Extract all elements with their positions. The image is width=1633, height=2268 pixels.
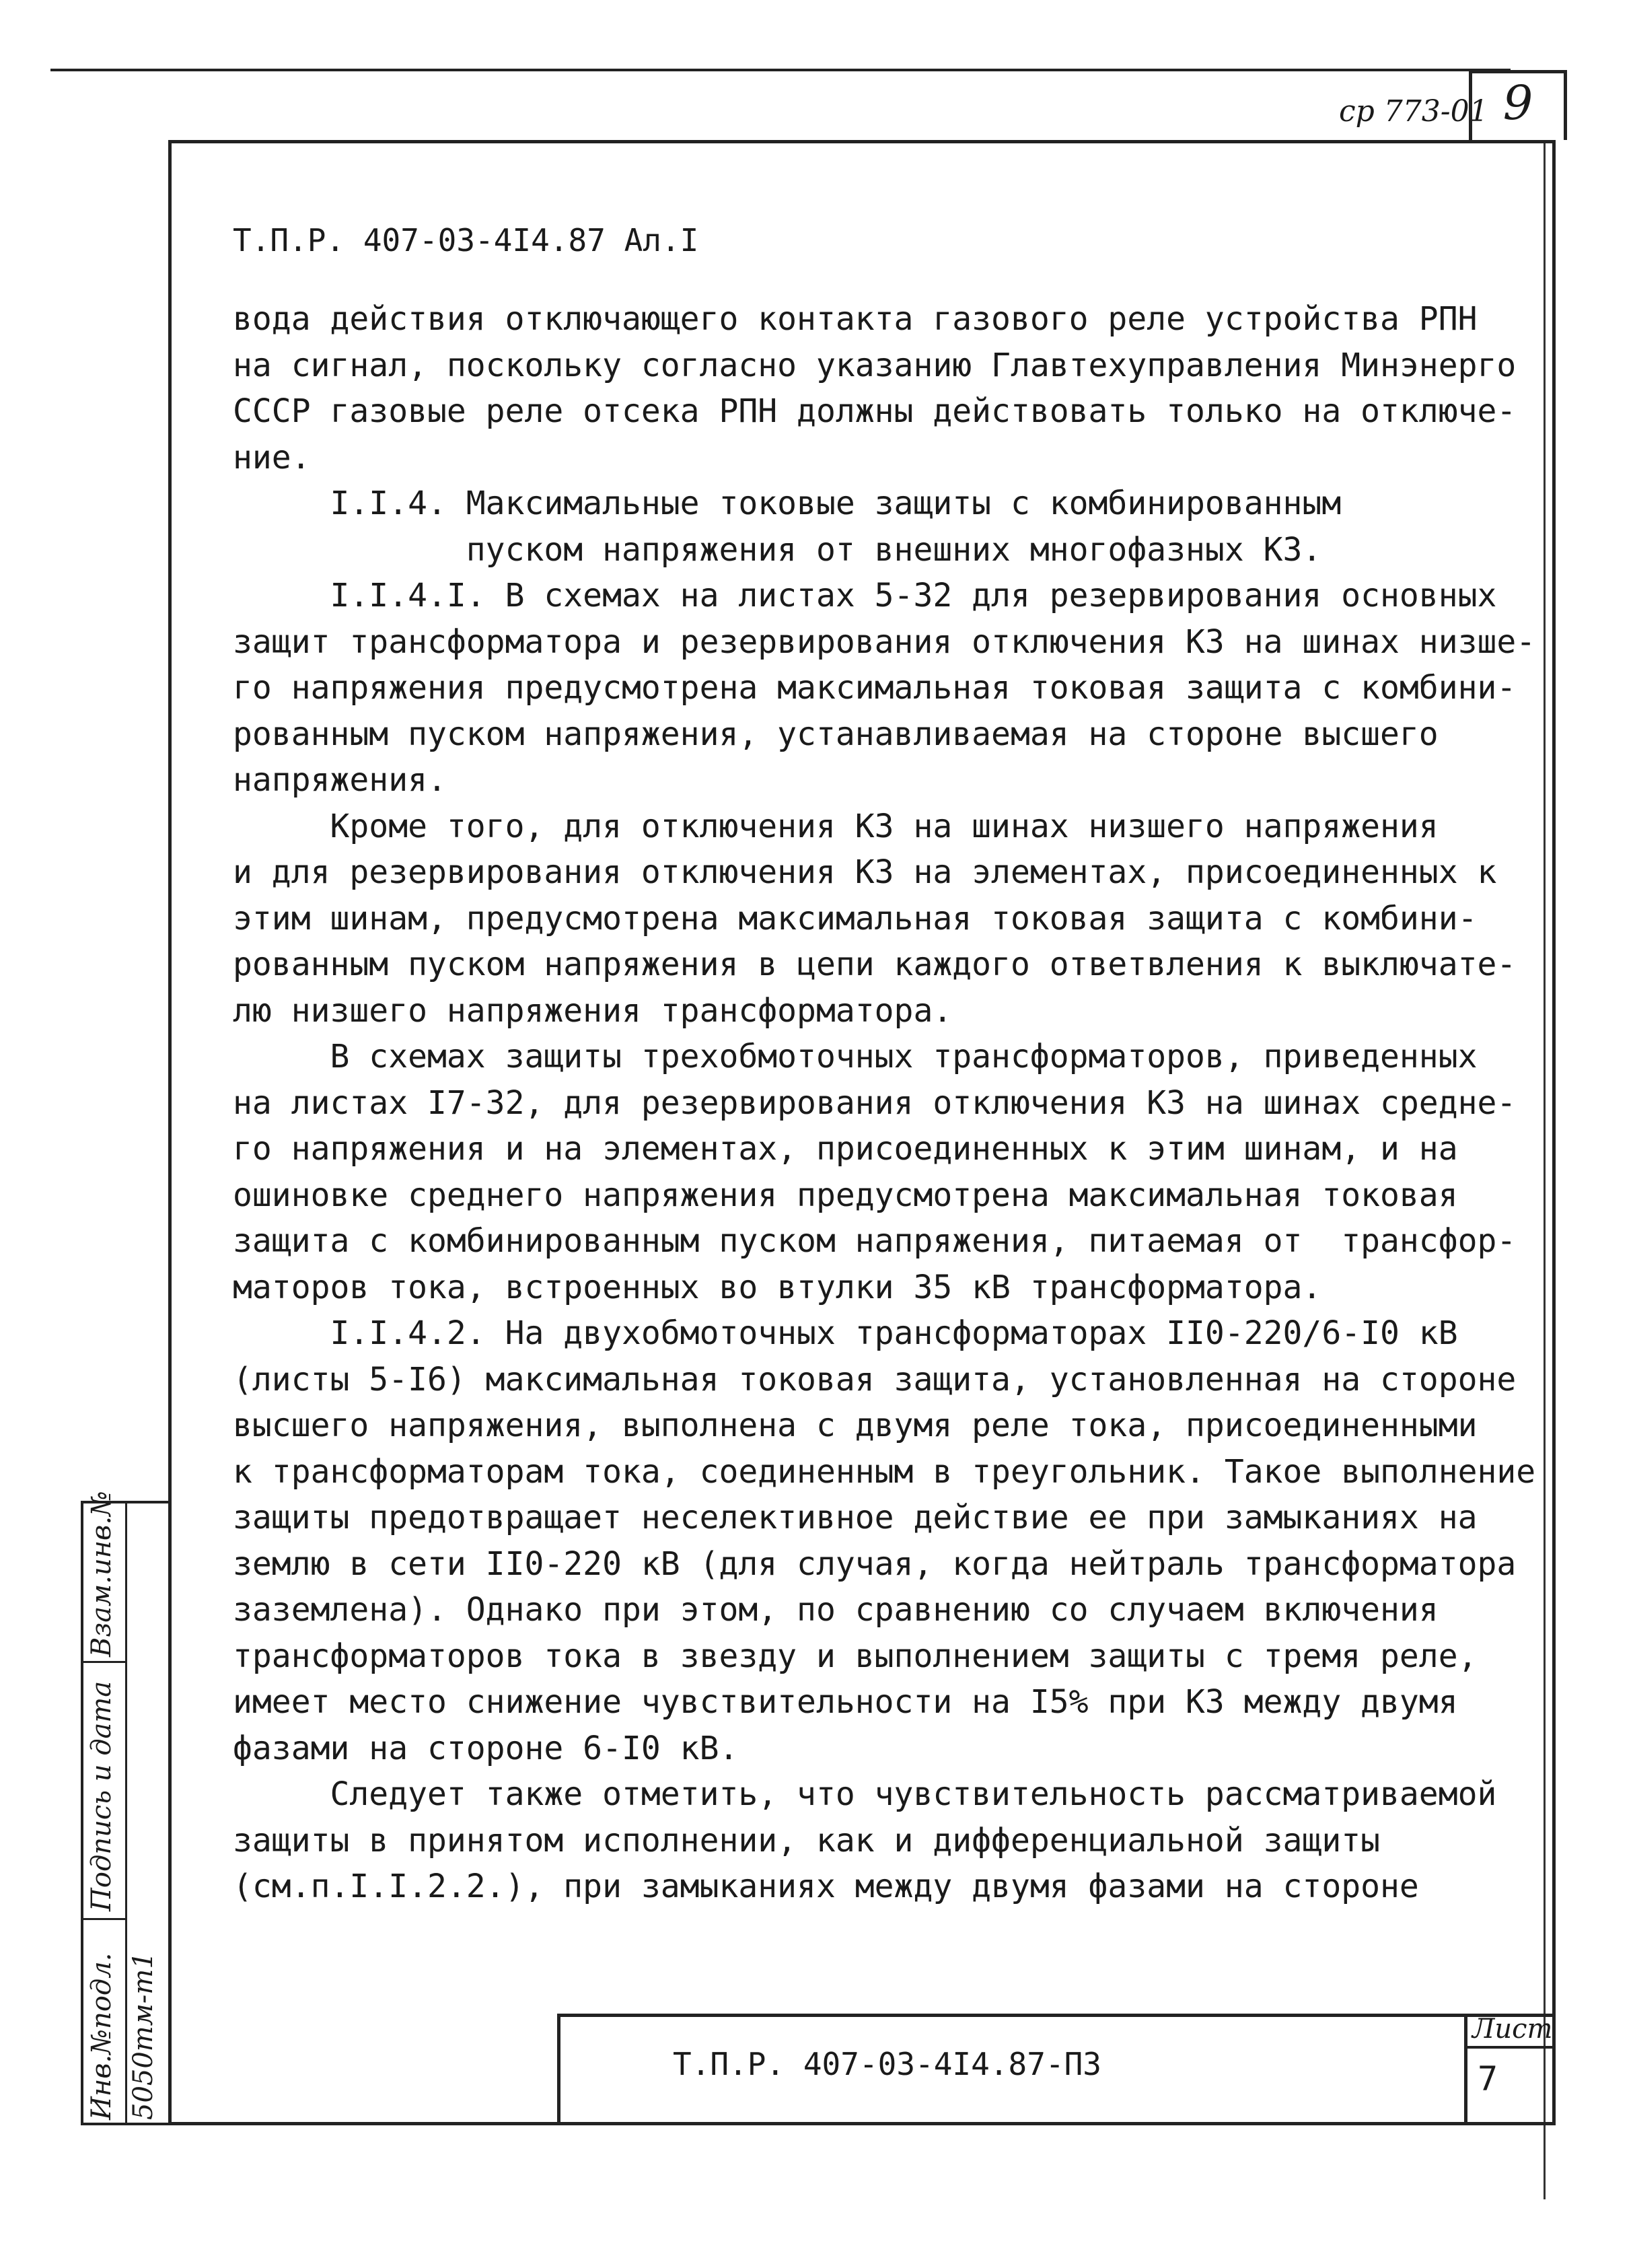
sheet-number: 7 <box>1478 2059 1498 2098</box>
text-line: го напряжения и на элементах, присоединенных к этим шинам, и на <box>233 1130 1458 1168</box>
text-line: на сигнал, поскольку согласно указанию Главтехуправления Минэнерго <box>233 346 1517 384</box>
text-line: рованным пуском напряжения, устанавливаемая на стороне высшего <box>233 715 1439 753</box>
text-line: I.I.4.2. На двухобмоточных трансформаторах II0-220/6-I0 кВ <box>233 1314 1458 1352</box>
text-line: В схемах защиты трехобмоточных трансформаторов, приведенных <box>233 1038 1478 1075</box>
text-line: к трансформаторам тока, соединенным в треугольник. Такое выполнение <box>233 1452 1536 1491</box>
text-line: (листы 5-I6) максимальная токовая защита, установленная на стороне <box>233 1360 1517 1398</box>
text-line: защит трансформатора и резервирования отключения КЗ на шинах низше- <box>233 623 1536 661</box>
text-line: вода действия отключающего контакта газового реле устройства РПН <box>233 300 1478 338</box>
text-line: СССР газовые реле отсека РПН должны действовать только на отключе- <box>233 392 1517 430</box>
text-line: (см.п.I.I.2.2.), при замыканиях между двумя фазами на стороне <box>233 1868 1419 1905</box>
text-line: лю низшего напряжения трансформатора. <box>233 991 953 1030</box>
text-line: на листах I7-32, для резервирования отключения КЗ на шинах средне- <box>233 1084 1517 1122</box>
text-line: Следует также отметить, что чувствительность рассматриваемой <box>233 1775 1497 1813</box>
inv-podl-label: Инв.№подл. <box>86 1952 117 2120</box>
vzam-label: Взам.инв.№ <box>86 1491 117 1657</box>
text-line: землю в сети II0-220 кВ (для случая, когда нейтраль трансформатора <box>233 1545 1517 1583</box>
podpis-label: Подпись и дата <box>86 1680 117 1911</box>
side-strip-rule <box>83 1661 125 1663</box>
sheet-label: Лист <box>1472 2014 1553 2045</box>
text-line: имеет место снижение чувствительности на I5% при КЗ между двумя <box>233 1683 1458 1721</box>
archive-code: ср 773-01 <box>1339 94 1488 129</box>
text-line: защиты в принятом исполнении, как и дифференциальной защиты <box>233 1821 1381 1859</box>
side-strip-rule <box>83 1918 125 1920</box>
text-line: заземлена). Однако при этом, по сравнению со случаем включения <box>233 1591 1439 1629</box>
text-line: го напряжения предусмотрена максимальная токовая защита с комбини- <box>233 669 1517 707</box>
top-rule <box>50 69 1511 71</box>
text-line: высшего напряжения, выполнена с двумя реле тока, присоединенными <box>233 1407 1478 1444</box>
title-block-designation: Т.П.Р. 407-03-4I4.87-ПЗ <box>673 2046 1101 2082</box>
side-strip-divider <box>125 1503 127 2123</box>
inventory-number: 5050тм-т1 <box>128 1952 159 2120</box>
text-line: фазами на стороне 6-I0 кВ. <box>233 1729 739 1767</box>
text-line: I.I.4. Максимальные токовые защиты с комбинированным <box>233 485 1342 522</box>
text-line: защиты предотвращает неселективное действие ее при замыканиях на <box>233 1499 1478 1536</box>
body-text <box>233 296 1536 1910</box>
text-line: рованным пуском напряжения в цепи каждого ответвления к выключате- <box>233 946 1517 983</box>
text-line: I.I.4.I. В схемах на листах 5-32 для резервирования основных <box>233 577 1497 614</box>
text-line: защита с комбинированным пуском напряжения, питаемая от трансфор- <box>233 1222 1517 1260</box>
page-number: 9 <box>1502 75 1533 131</box>
text-line: и для резервирования отключения КЗ на элементах, присоединенных к <box>233 853 1497 891</box>
text-line: этим шинам, предусмотрена максимальная токовая защита с комбини- <box>233 899 1478 937</box>
text-line: маторов тока, встроенных во втулки 35 кВ трансформатора. <box>233 1268 1322 1306</box>
text-line: пуском напряжения от внешних многофазных КЗ. <box>233 530 1322 569</box>
text-line: Кроме того, для отключения КЗ на шинах низшего напряжения <box>233 807 1439 845</box>
text-line: ошиновке среднего напряжения предусмотрена максимальная токовая <box>233 1176 1458 1214</box>
text-line: напряжения. <box>233 761 447 799</box>
text-line: ние. <box>233 438 311 476</box>
document-header: Т.П.Р. 407-03-4I4.87 Ал.I <box>233 222 699 258</box>
text-line: трансформаторов тока в звезду и выполнением защиты с тремя реле, <box>233 1637 1478 1675</box>
